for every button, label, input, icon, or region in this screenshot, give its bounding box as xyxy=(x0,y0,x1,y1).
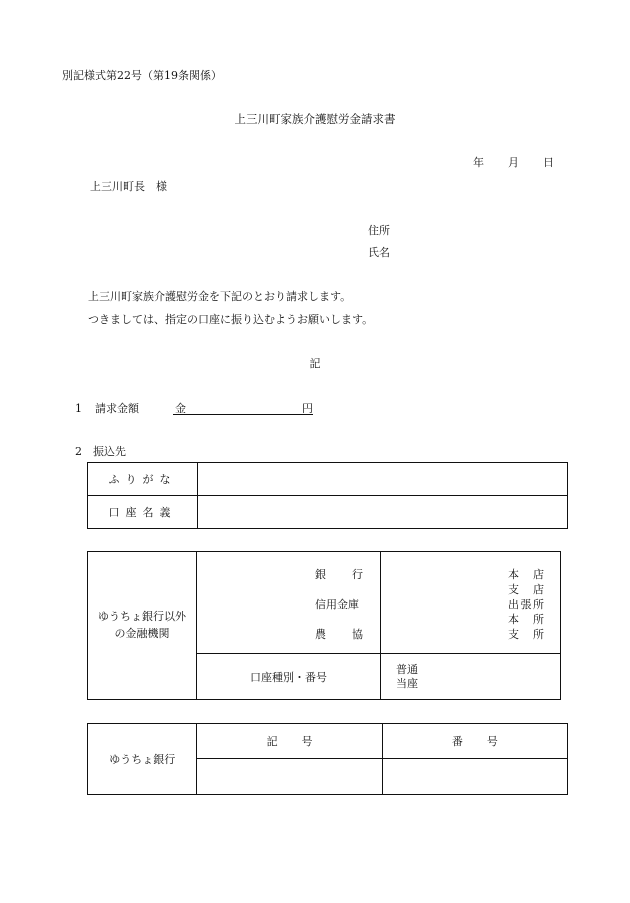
account-holder-label: 口座名義 xyxy=(88,496,198,529)
branch-type-shisho: 支所 xyxy=(508,628,544,641)
branch-name-field[interactable] xyxy=(381,552,561,654)
other-bank-label-line-1: ゆうちょ銀行以外 xyxy=(98,610,186,623)
name-label: 氏名 xyxy=(368,246,390,259)
branch-type-shiten: 支店 xyxy=(508,583,544,596)
addressee: 上三川町長 様 xyxy=(90,180,167,193)
furigana-label: ふりがな xyxy=(88,463,198,496)
yucho-number-header: 番号 xyxy=(382,724,567,759)
amount-field[interactable] xyxy=(173,399,313,415)
amount-label: 請求金額 xyxy=(95,402,139,415)
transfer-heading xyxy=(75,446,126,457)
amount-prefix: 金 xyxy=(175,402,186,415)
yucho-number-field[interactable] xyxy=(382,759,567,795)
furigana-field[interactable] xyxy=(198,463,568,496)
account-number-field[interactable] xyxy=(381,654,561,700)
branch-type-honten: 本店 xyxy=(508,568,544,581)
other-bank-label-line-2: の金融機関 xyxy=(114,626,170,640)
branch-type-honsho: 本所 xyxy=(508,613,544,626)
yucho-table xyxy=(87,723,568,795)
date-month-label: 月 xyxy=(508,156,519,169)
branch-type-shucchosho: 出張所 xyxy=(508,598,544,611)
transfer-label: 振込先 xyxy=(93,445,126,458)
other-bank-table xyxy=(87,551,561,700)
account-name-table xyxy=(87,462,568,529)
ki-heading: 記 xyxy=(309,357,321,370)
yucho-symbol-field[interactable] xyxy=(197,759,382,795)
amount-unit: 円 xyxy=(302,402,313,415)
account-holder-field[interactable] xyxy=(198,496,568,529)
form-label: 別記様式第22号（第19条関係） xyxy=(62,69,222,82)
account-type-futsu: 普通 xyxy=(396,662,418,676)
body-line-1: 上三川町家族介護慰労金を下記のとおり請求します。 xyxy=(88,290,352,303)
yucho-label: ゆうちょ銀行 xyxy=(88,724,197,795)
document-title: 上三川町家族介護慰労金請求書 xyxy=(234,112,396,126)
account-type-toza: 当座 xyxy=(396,676,418,690)
amount-item-number: 1 xyxy=(75,402,82,415)
yucho-symbol-header: 記号 xyxy=(197,724,382,759)
account-type-label: 口座種別・番号 xyxy=(197,654,381,700)
address-label: 住所 xyxy=(368,224,390,237)
bank-type-list xyxy=(315,567,363,642)
bank-type-shinkin: 信用金庫 xyxy=(315,598,359,611)
body-line-2: つきましては、指定の口座に振り込むようお願いします。 xyxy=(88,313,374,326)
date-day-label: 日 xyxy=(543,156,554,169)
branch-type-list xyxy=(508,567,544,642)
bank-type-bank: 銀 行 xyxy=(315,568,363,581)
bank-type-nokyo: 農 協 xyxy=(315,628,363,641)
other-bank-label xyxy=(88,552,197,700)
date-year-label: 年 xyxy=(473,156,484,169)
transfer-item-number: 2 xyxy=(75,445,82,458)
bank-name-field[interactable] xyxy=(197,552,381,654)
